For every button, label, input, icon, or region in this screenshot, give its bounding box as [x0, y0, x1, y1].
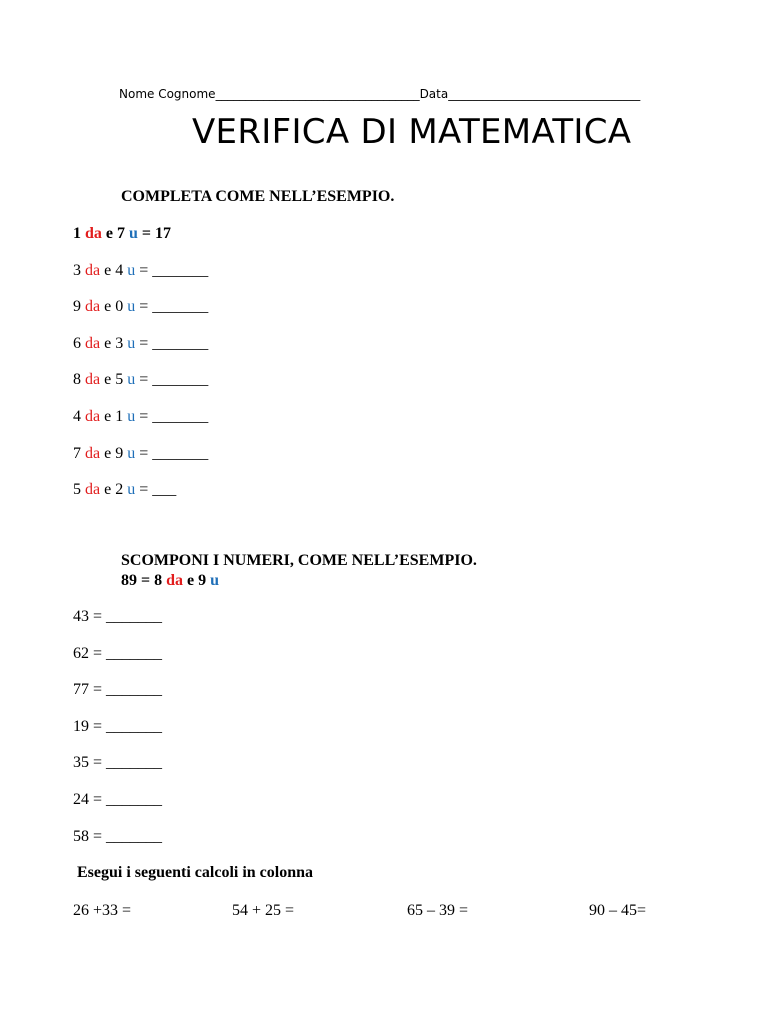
- answer-blank: _______: [152, 298, 209, 315]
- equals-sign: =: [93, 608, 103, 625]
- exercise-row: [73, 262, 208, 280]
- e-label: e: [105, 225, 114, 242]
- equals-sign: =: [139, 262, 149, 279]
- decompose-row: [73, 608, 162, 626]
- answer-blank: _______: [106, 645, 163, 662]
- equals-sign: =: [139, 408, 149, 425]
- equals-sign: =: [93, 754, 103, 771]
- units-value: 2: [115, 481, 124, 498]
- equals-sign: =: [93, 718, 103, 735]
- da-label: da: [85, 371, 101, 388]
- u-label: u: [127, 445, 136, 462]
- exercise-row: [73, 335, 208, 353]
- equals-sign: =: [93, 791, 103, 808]
- calc-item: 26 +33 =: [73, 902, 132, 919]
- units-value: 4: [115, 262, 124, 279]
- da-label: da: [85, 481, 101, 498]
- e-label: e: [104, 445, 112, 462]
- exercise-row: [73, 298, 208, 316]
- e-label: e: [104, 298, 112, 315]
- calc-item: 90 – 45=: [589, 902, 647, 919]
- number-value: 19: [73, 718, 89, 735]
- example-units: 9: [198, 572, 207, 589]
- decompose-row: [73, 681, 162, 699]
- number-value: 62: [73, 645, 89, 662]
- exercise-row: [73, 371, 208, 389]
- answer-blank: _______: [106, 791, 163, 808]
- units-value: 3: [115, 335, 124, 352]
- tens-value: 3: [73, 262, 81, 279]
- name-date-header: [119, 87, 640, 101]
- answer-blank: _______: [152, 445, 209, 462]
- section2-example: [121, 572, 219, 590]
- example-units: 7: [117, 225, 126, 242]
- tens-value: 8: [73, 371, 81, 388]
- da-label: da: [85, 408, 101, 425]
- section2-heading: SCOMPONI I NUMERI, COME NELL’ESEMPIO.: [121, 552, 477, 569]
- answer-blank: _______: [106, 828, 163, 845]
- decompose-row: [73, 828, 162, 846]
- da-label: da: [85, 335, 101, 352]
- example-tens: 1: [73, 225, 81, 242]
- number-value: 24: [73, 791, 89, 808]
- calc-item: 65 – 39 =: [407, 902, 469, 919]
- u-label: u: [127, 335, 136, 352]
- da-label: da: [85, 262, 101, 279]
- units-value: 1: [115, 408, 124, 425]
- equals-sign: =: [141, 572, 151, 589]
- number-value: 77: [73, 681, 89, 698]
- equals-sign: =: [139, 335, 149, 352]
- u-label: u: [127, 262, 136, 279]
- u-label: u: [127, 408, 136, 425]
- e-label: e: [104, 408, 112, 425]
- e-label: e: [187, 572, 195, 589]
- equals-sign: =: [93, 645, 103, 662]
- e-label: e: [104, 262, 112, 279]
- answer-blank: _______: [106, 754, 163, 771]
- calc-item: 54 + 25 =: [232, 902, 295, 919]
- date-label: Data: [419, 87, 449, 101]
- name-blank: __________________________________: [215, 87, 420, 101]
- equals-sign: =: [93, 681, 103, 698]
- units-value: 0: [115, 298, 124, 315]
- answer-blank: ___: [152, 481, 177, 498]
- section1-heading: COMPLETA COME NELL’ESEMPIO.: [121, 188, 395, 205]
- u-label: u: [129, 225, 138, 242]
- exercise-row: [73, 445, 208, 463]
- u-label: u: [127, 481, 136, 498]
- section3-heading: Esegui i seguenti calcoli in colonna: [77, 864, 314, 881]
- u-label: u: [127, 371, 136, 388]
- tens-value: 9: [73, 298, 81, 315]
- answer-blank: _______: [152, 335, 209, 352]
- units-value: 9: [115, 445, 124, 462]
- units-value: 5: [115, 371, 124, 388]
- equals-sign: =: [139, 445, 149, 462]
- tens-value: 4: [73, 408, 81, 425]
- decompose-row: [73, 718, 162, 736]
- da-label: da: [85, 298, 101, 315]
- answer-blank: _______: [106, 681, 163, 698]
- exercise-row: [73, 408, 208, 426]
- answer-blank: _______: [152, 371, 209, 388]
- example-tens: 8: [154, 572, 163, 589]
- decompose-row: [73, 754, 162, 772]
- da-label: da: [85, 445, 101, 462]
- equals-sign: =: [141, 225, 152, 242]
- answer-blank: _______: [106, 718, 163, 735]
- date-blank: ________________________________: [448, 87, 641, 101]
- e-label: e: [104, 335, 112, 352]
- u-label: u: [127, 298, 136, 315]
- e-label: e: [104, 481, 112, 498]
- page-title: VERIFICA DI MATEMATICA: [192, 112, 632, 152]
- e-label: e: [104, 371, 112, 388]
- number-value: 43: [73, 608, 89, 625]
- equals-sign: =: [139, 298, 149, 315]
- u-label: u: [210, 572, 220, 589]
- equals-sign: =: [93, 828, 103, 845]
- tens-value: 6: [73, 335, 81, 352]
- number-value: 58: [73, 828, 89, 845]
- section1-example: [73, 225, 171, 243]
- decompose-row: [73, 791, 162, 809]
- number-value: 35: [73, 754, 89, 771]
- da-label: da: [85, 225, 102, 242]
- equals-sign: =: [139, 371, 149, 388]
- decompose-row: [73, 645, 162, 663]
- da-label: da: [166, 572, 184, 589]
- answer-blank: _______: [152, 262, 209, 279]
- exercise-row: [73, 481, 176, 499]
- equals-sign: =: [139, 481, 149, 498]
- example-number: 89: [121, 572, 137, 589]
- answer-blank: _______: [106, 608, 163, 625]
- name-label: Nome Cognome: [119, 87, 216, 101]
- answer-blank: _______: [152, 408, 209, 425]
- example-result: 17: [155, 225, 172, 242]
- tens-value: 7: [73, 445, 81, 462]
- tens-value: 5: [73, 481, 81, 498]
